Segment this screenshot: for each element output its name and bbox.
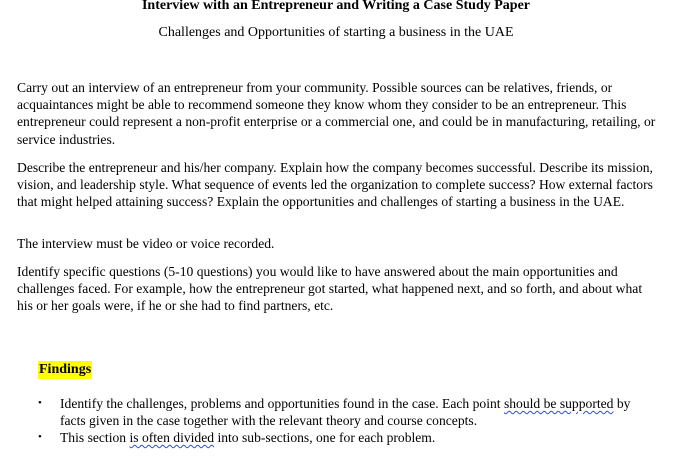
bullet-text-end: by facts given in the case together with the relevant theory and course concepts. — [60, 396, 631, 428]
paragraph-identify-questions: Identify specific questions (5-10 questions) you would like to have answered about the main opportunities and challenges faced. For example, how the entrepreneur got started, what happened next, and so forth, and about what his or her goals were, if he or she had to find partners, etc. — [17, 264, 643, 314]
bullet-text-start: This section — [60, 430, 130, 445]
paragraph-describe-entrepreneur: Describe the entrepreneur and his/her company. Explain how the company becomes successful. Describe its mission, vision, and leadership style. What sequence of events led the organization to complete success? How external factors that might helped attaining success? Explain the opportunities and challenges of starting a business in the UAE. — [17, 160, 653, 210]
list-item — [38, 429, 658, 446]
bullet-icon: • — [38, 397, 42, 409]
findings-heading: Findings — [39, 362, 92, 377]
list-item — [38, 395, 658, 429]
bullet-text-end: into sub-sections, one for each problem. — [214, 430, 436, 445]
paragraph-recording-requirement: The interview must be video or voice recorded. — [17, 236, 275, 251]
bullet-icon: • — [38, 431, 42, 443]
grammar-flagged-text[interactable]: should be supported — [503, 396, 614, 411]
bullet-text-start: Identify the challenges, problems and opportunities found in the case. Each point — [60, 396, 504, 411]
grammar-flagged-text[interactable]: is often divided — [129, 430, 215, 445]
paragraph-interview-instructions: Carry out an interview of an entrepreneur from your community. Possible sources can be relatives, friends, or acquaintances might be able to recommend someone they know whom they consider to be an entrepreneur. This entrepreneur could represent a non-profit enterprise or a commercial one, and could be in manufacturing, retailing, or service industries. — [17, 80, 656, 147]
findings-bullet-list — [38, 395, 658, 446]
document-subtitle: Challenges and Opportunities of starting a business in the UAE — [158, 25, 514, 40]
document-title: Interview with an Entrepreneur and Writing a Case Study Paper — [141, 0, 530, 13]
